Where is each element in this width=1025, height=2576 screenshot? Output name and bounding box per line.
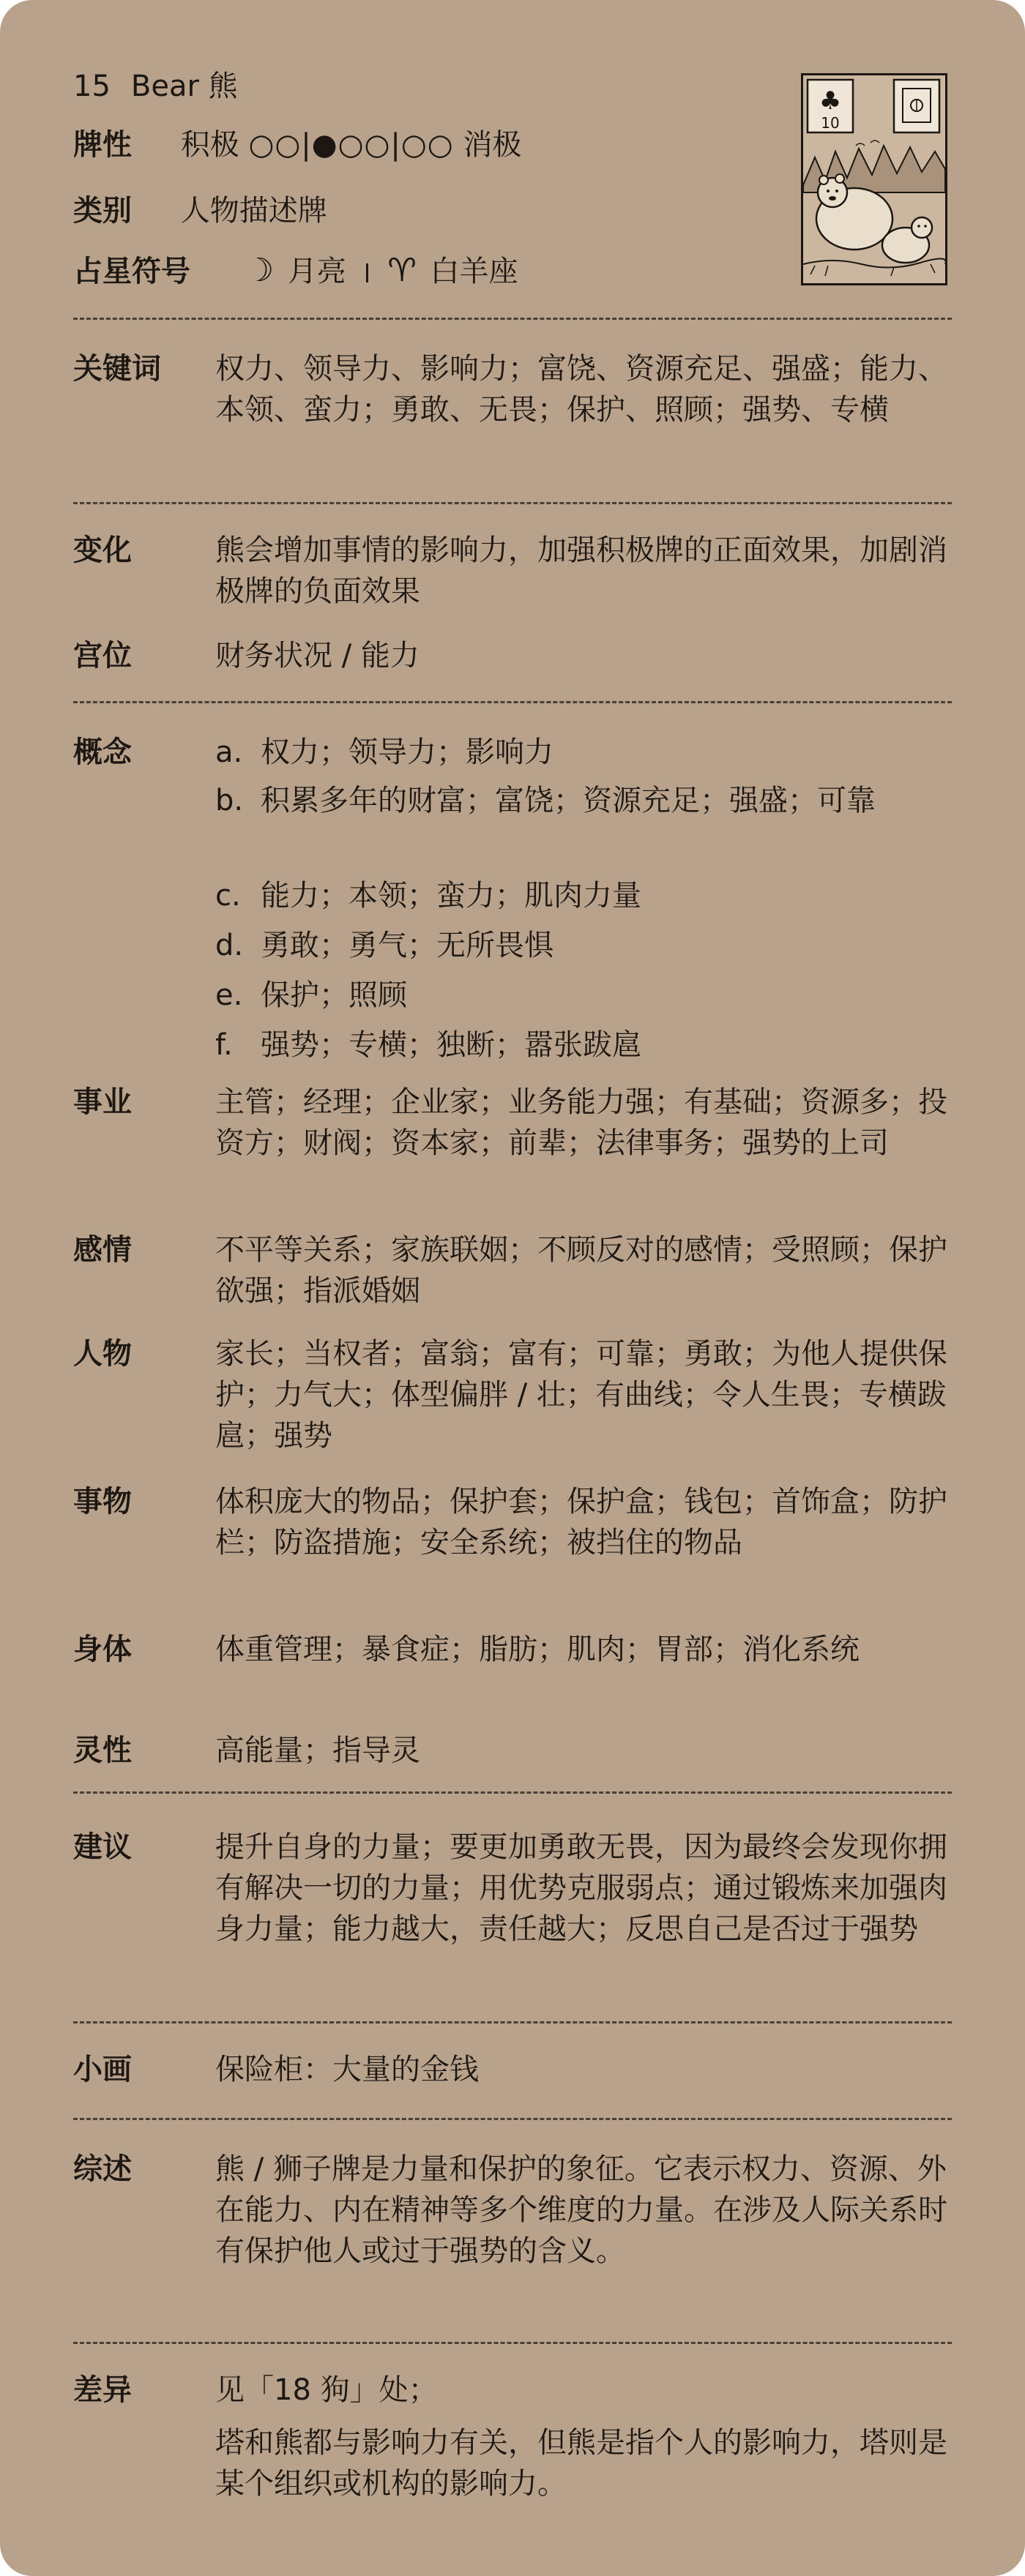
summary-label: 综述 [73,2152,132,2186]
astro-row [73,249,518,293]
bear-illustration-icon [803,75,945,283]
divider [73,701,952,703]
aries-icon: ♈ [387,252,417,289]
astro-separator [366,263,368,282]
change-text: 熊会增加事情的影响力，加强积极牌的正面效果，加剧消极牌的负面效果 [215,533,947,608]
change-label: 变化 [73,533,132,567]
things-text: 体积庞大的物品；保护套；保护盒；钱包；首饰盒；防护栏；防盗措施；安全系统；被挡住的物品 [215,1485,947,1560]
category-row [73,189,327,233]
career-label: 事业 [73,1085,132,1119]
advice-text: 提升自身的力量；要更加勇敢无畏，因为最终会发现你拥有解决一切的力量；用优势克服弱点；通过锻炼来加强肉身力量；能力越大，责任越大；反思自己是否过于强势 [215,1830,947,1946]
polarity-positive: 积极 [180,128,239,162]
divider [73,2342,952,2344]
moon-icon: ☽ [245,252,275,289]
spirit-text: 高能量；指导灵 [215,1734,420,1767]
spirit-label: 灵性 [73,1734,132,1767]
small-picture-text: 保险柜：大量的金钱 [215,2053,479,2086]
polarity-label: 牌性 [73,128,132,162]
card-panel: 15 Bear 熊 牌性 积极 ○○|●○○|○○ 消极 类别 人物描述牌 占星符号 ☽ 月亮 ♈ 白羊座 ♣ 10 关键词 权力、领导力、影响力；富饶、资源充足、强盛；能力、本领、蛮力；勇敢、无畏；保护、照顾；强势、专横 变化 熊会增加事情的影响力，加强积极牌的正面效果，加剧消极牌的负面效果 宫位 财务状况 / 能力 概念 a. 权力；领导力；影响力 b. 积累多年的财富；富饶；资源充足；强盛；可靠 c. 能力；本领；蛮力；肌肉力量 d. 勇敢；勇气；无所畏惧 e. 保护；照顾 f. 强势；专横；独断；嚣张跋扈 事业 主管；经理；企业家；业务能力强；有基础；资源多；投资方；财阀；资本家；前辈；法律事务；强势的上司 感情 不平等关系；家族联姻；不顾反对的感情；受照顾；保护欲强；指派婚姻 人物 家长；当权者；富翁；富有；可靠；勇敢；为他人提供保护；力气大；体型偏胖 / 壮；有曲线；令人生畏；专横跋扈；强势 事物 体积庞大的物品；保护套；保护盒；钱包；首饰盒；防护栏；防盗措施；安全系统；被挡住的物品 身体 体重管理；暴食症；脂肪；肌肉；胃部；消化系统 灵性 高能量；指导灵 建议 提升自身的力量；要更加勇敢无畏，因为最终会发现你拥有解决一切的力量；用优势克服弱点；通过锻炼来加强肉身力量；能力越大，责任越大；反思自己是否过于强势 小画 保险柜：大量的金钱 综述 熊 / 狮子牌是力量和保护的象征。它表示权力、资源、外在能力、内在精神等多个维度的力量。在涉及人际关系时有保护他人或过于强势的含义。 差异 见「18 狗」处； 塔和熊都与影响力有关，但熊是指个人的影响力，塔则是某个组织或机构的影响力。 [0,0,1025,2576]
divider [73,502,952,504]
category-value: 人物描述牌 [180,194,327,228]
house-text: 财务状况 / 能力 [215,639,420,673]
polarity-scale: ○○|●○○|○○ [248,128,454,162]
card-title [73,64,238,108]
emotion-text: 不平等关系；家族联姻；不顾反对的感情；受照顾；保护欲强；指派婚姻 [215,1233,947,1308]
difference-line1: 见「18 狗」处； [215,2373,438,2407]
things-label: 事物 [73,1485,132,1519]
difference-line2: 塔和熊都与影响力有关，但熊是指个人的影响力，塔则是某个组织或机构的影响力。 [215,2426,947,2501]
people-label: 人物 [73,1337,132,1371]
keywords-text: 权力、领导力、影响力；富饶、资源充足、强盛；能力、本领、蛮力；勇敢、无畏；保护、照顾；强势、专横 [215,352,947,427]
polarity-row [73,123,521,167]
polarity-negative: 消极 [463,128,522,162]
concept-label: 概念 [73,735,132,769]
keywords-label: 关键词 [73,352,161,386]
bear-card-thumbnail [801,73,947,285]
career-text: 主管；经理；企业家；业务能力强；有基础；资源多；投资方；财阀；资本家；前辈；法律事务；强势的上司 [215,1085,947,1160]
house-label: 宫位 [73,639,132,673]
aries-label: 白羊座 [430,255,518,288]
divider [73,1791,952,1794]
astro-label: 占星符号 [73,255,190,288]
advice-label: 建议 [73,1830,132,1864]
card-number: 15 [73,70,111,103]
body-label: 身体 [73,1633,132,1666]
moon-label: 月亮 [287,255,346,288]
thumbnail-suit: ♣ [819,86,842,116]
difference-label: 差异 [73,2373,132,2407]
divider [73,2118,952,2120]
card-name: Bear 熊 [130,70,238,103]
thumbnail-number: 10 [821,114,840,132]
small-picture-label: 小画 [73,2053,132,2086]
divider [73,318,952,320]
emotion-label: 感情 [73,1233,132,1267]
people-text: 家长；当权者；富翁；富有；可靠；勇敢；为他人提供保护；力气大；体型偏胖 / 壮；有曲线；令人生畏；专横跋扈；强势 [215,1337,947,1453]
summary-text: 熊 / 狮子牌是力量和保护的象征。它表示权力、资源、外在能力、内在精神等多个维度的力量。在涉及人际关系时有保护他人或过于强势的含义。 [215,2152,947,2268]
category-label: 类别 [73,194,132,228]
divider [73,2021,952,2023]
body-text: 体重管理；暴食症；脂肪；肌肉；胃部；消化系统 [215,1633,860,1666]
